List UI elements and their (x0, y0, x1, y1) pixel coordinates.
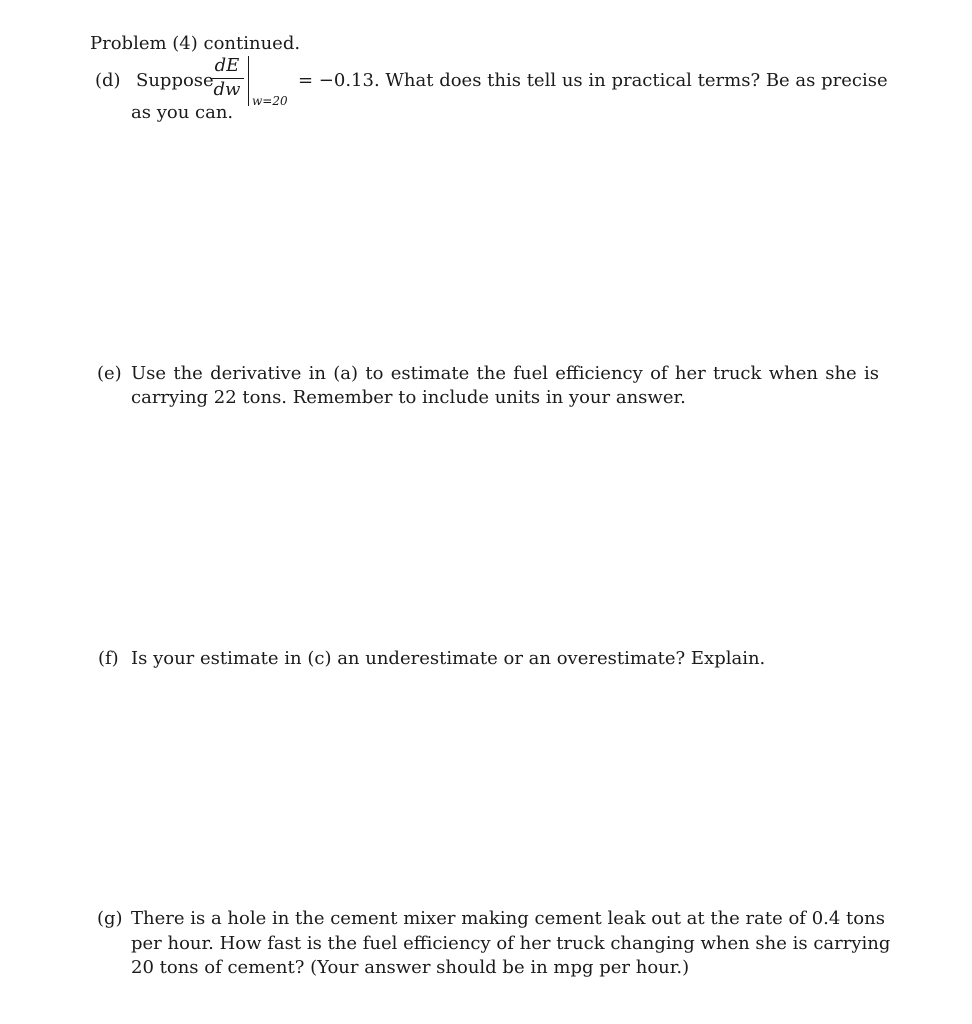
part-f-line1: Is your estimate in (c) an underestimate or an overestimate? Explain. (131, 648, 766, 669)
part-g-line3: 20 tons of cement? (Your answer should be in mpg per hour.) (131, 957, 690, 978)
part-e-line2: carrying 22 tons. Remember to include units in your answer. (131, 387, 686, 408)
part-g-line2: per hour. How fast is the fuel efficiency of her truck changing when she is carrying (131, 933, 891, 954)
derivative-denominator: dw (213, 79, 241, 100)
derivative-numerator: dE (214, 55, 240, 76)
part-d-label: (d) (95, 70, 121, 91)
part-f-label: (f) (98, 648, 119, 669)
part-d-after: = −0.13. What does this tell us in practical terms? Be as precise (298, 70, 888, 91)
evaluation-subscript: w=20 (252, 94, 288, 108)
part-d-line1 (95, 70, 214, 92)
derivative-fraction (210, 56, 244, 100)
evaluation-bar (248, 56, 249, 106)
part-d-before: Suppose (136, 70, 214, 91)
part-d-line2: as you can. (131, 102, 234, 123)
problem-heading: Problem (4) continued. (90, 33, 301, 54)
part-g-label: (g) (97, 908, 123, 929)
part-g-line1: There is a hole in the cement mixer making cement leak out at the rate of 0.4 tons (131, 908, 885, 929)
part-e-label: (e) (97, 363, 122, 384)
part-e-line1: Use the derivative in (a) to estimate the fuel efficiency of her truck when she is (131, 363, 879, 384)
